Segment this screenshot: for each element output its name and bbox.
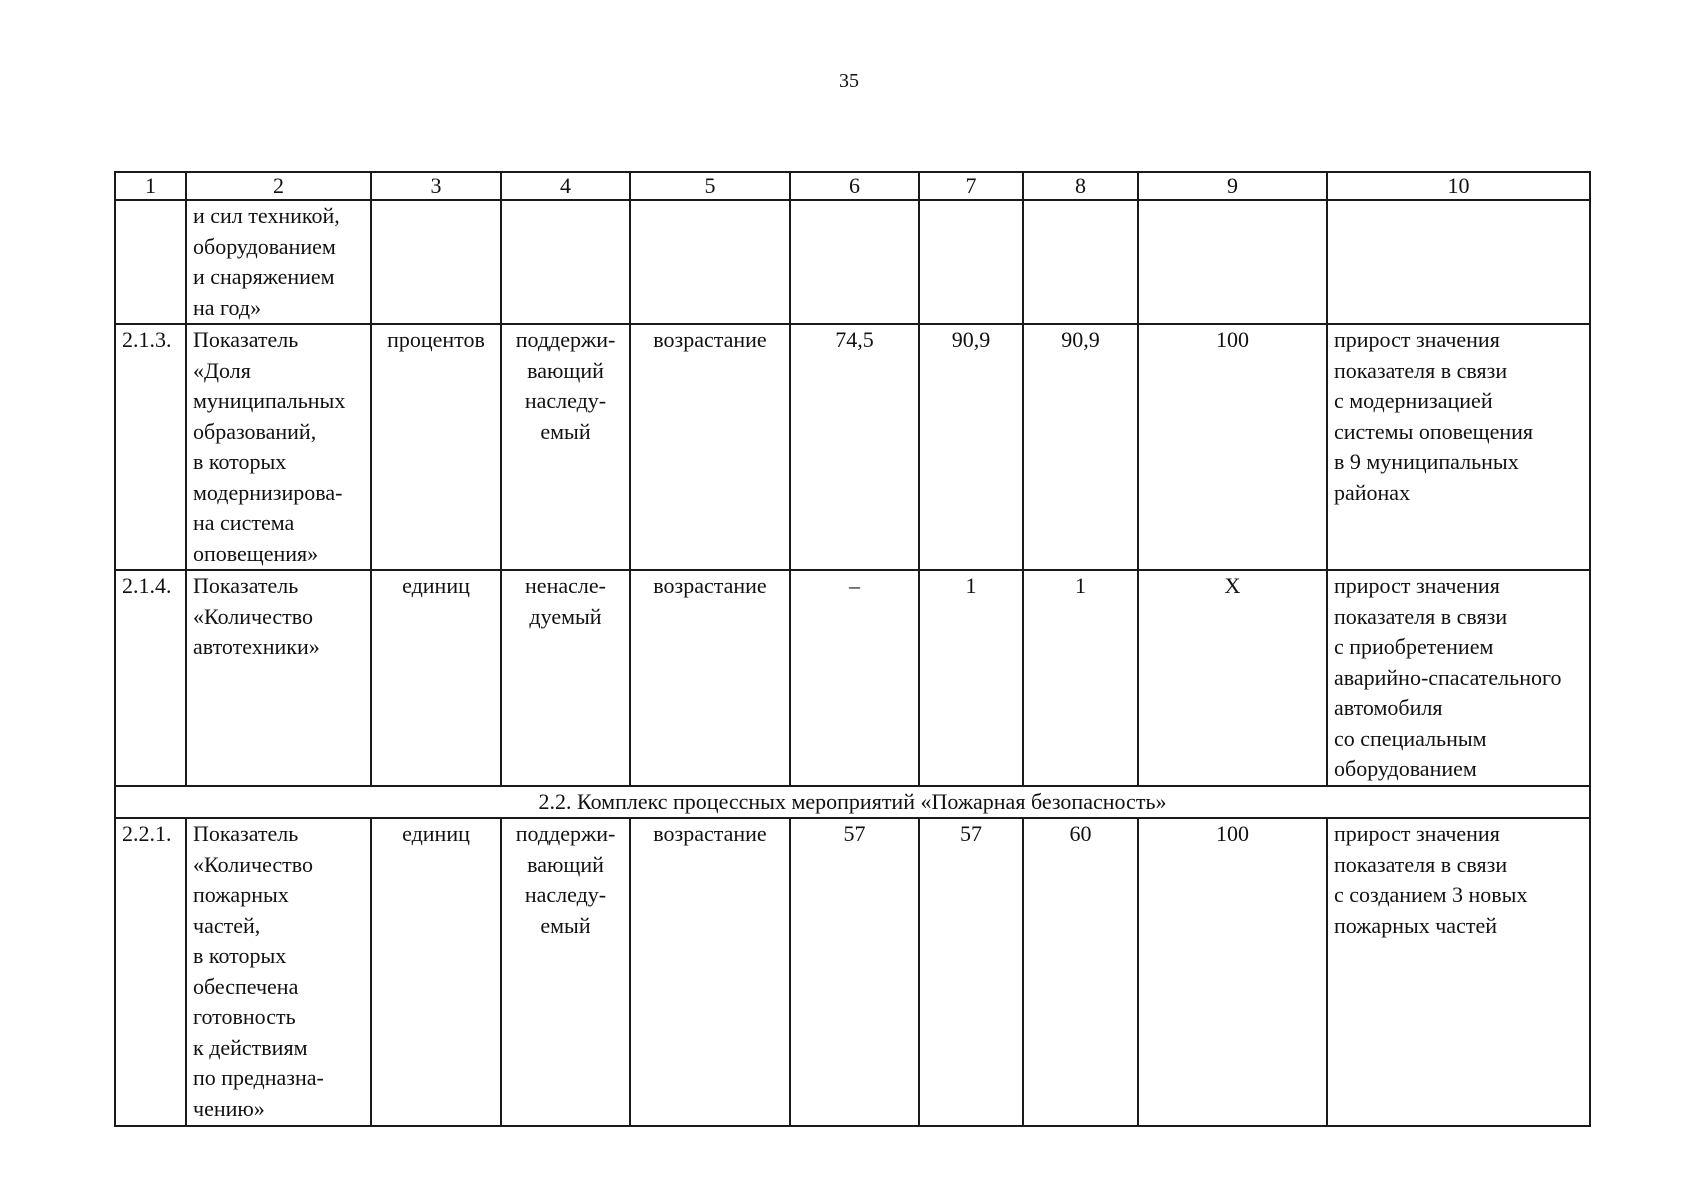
row-number-cell: 2.1.3.: [115, 324, 186, 570]
type-cell: поддержи- вающий наследу- емый: [501, 818, 630, 1126]
trend-cell: [630, 200, 790, 324]
indicator-name-cell: Показатель «Количество пожарных частей, в которых обеспечена готовность к действиям по предназна- чению»: [186, 818, 371, 1126]
value-cell-7: 90,9: [919, 324, 1023, 570]
table-row: [115, 324, 1590, 570]
type-cell: поддержи- вающий наследу- емый: [501, 324, 630, 570]
header-cell-7: 7: [919, 172, 1023, 200]
trend-cell: возрастание: [630, 818, 790, 1126]
comment-cell: прирост значения показателя в связи с приобретением аварийно-спасательного автомобиля со специальным оборудованием: [1327, 570, 1590, 786]
table-row: [115, 818, 1590, 1126]
value-cell-8: 90,9: [1023, 324, 1138, 570]
table-row: [115, 570, 1590, 786]
type-cell: [501, 200, 630, 324]
value-cell-7: 57: [919, 818, 1023, 1126]
type-cell: ненасле- дуемый: [501, 570, 630, 786]
trend-cell: возрастание: [630, 570, 790, 786]
header-cell-9: 9: [1138, 172, 1327, 200]
value-cell-9: Х: [1138, 570, 1327, 786]
value-cell-8: [1023, 200, 1138, 324]
header-cell-8: 8: [1023, 172, 1138, 200]
indicators-table: [114, 171, 1591, 1127]
section-row: [115, 786, 1590, 818]
header-cell-5: 5: [630, 172, 790, 200]
indicator-name-cell: Показатель «Количество автотехники»: [186, 570, 371, 786]
unit-cell: [371, 200, 501, 324]
value-cell-6: 57: [790, 818, 919, 1126]
header-cell-6: 6: [790, 172, 919, 200]
header-cell-3: 3: [371, 172, 501, 200]
table-row: [115, 200, 1590, 324]
value-cell-9: [1138, 200, 1327, 324]
value-cell-6: [790, 200, 919, 324]
unit-cell: единиц: [371, 818, 501, 1126]
value-cell-6: –: [790, 570, 919, 786]
comment-cell: [1327, 200, 1590, 324]
header-cell-10: 10: [1327, 172, 1590, 200]
trend-cell: возрастание: [630, 324, 790, 570]
indicator-name-cell: Показатель «Доля муниципальных образований, в которых модернизирова- на система оповещения»: [186, 324, 371, 570]
section-title: 2.2. Комплекс процессных мероприятий «Пожарная безопасность»: [115, 786, 1590, 818]
page-number: 35: [839, 70, 859, 92]
indicator-name-cell: и сил техникой, оборудованием и снаряжением на год»: [186, 200, 371, 324]
row-number-cell: [115, 200, 186, 324]
header-cell-1: 1: [115, 172, 186, 200]
unit-cell: процентов: [371, 324, 501, 570]
header-cell-2: 2: [186, 172, 371, 200]
comment-cell: прирост значения показателя в связи с созданием 3 новых пожарных частей: [1327, 818, 1590, 1126]
value-cell-6: 74,5: [790, 324, 919, 570]
header-cell-4: 4: [501, 172, 630, 200]
value-cell-7: 1: [919, 570, 1023, 786]
row-number-cell: 2.2.1.: [115, 818, 186, 1126]
value-cell-9: 100: [1138, 324, 1327, 570]
comment-cell: прирост значения показателя в связи с модернизацией системы оповещения в 9 муниципальных районах: [1327, 324, 1590, 570]
table-header-row: [115, 172, 1590, 200]
value-cell-8: 1: [1023, 570, 1138, 786]
unit-cell: единиц: [371, 570, 501, 786]
row-number-cell: 2.1.4.: [115, 570, 186, 786]
value-cell-9: 100: [1138, 818, 1327, 1126]
value-cell-7: [919, 200, 1023, 324]
value-cell-8: 60: [1023, 818, 1138, 1126]
